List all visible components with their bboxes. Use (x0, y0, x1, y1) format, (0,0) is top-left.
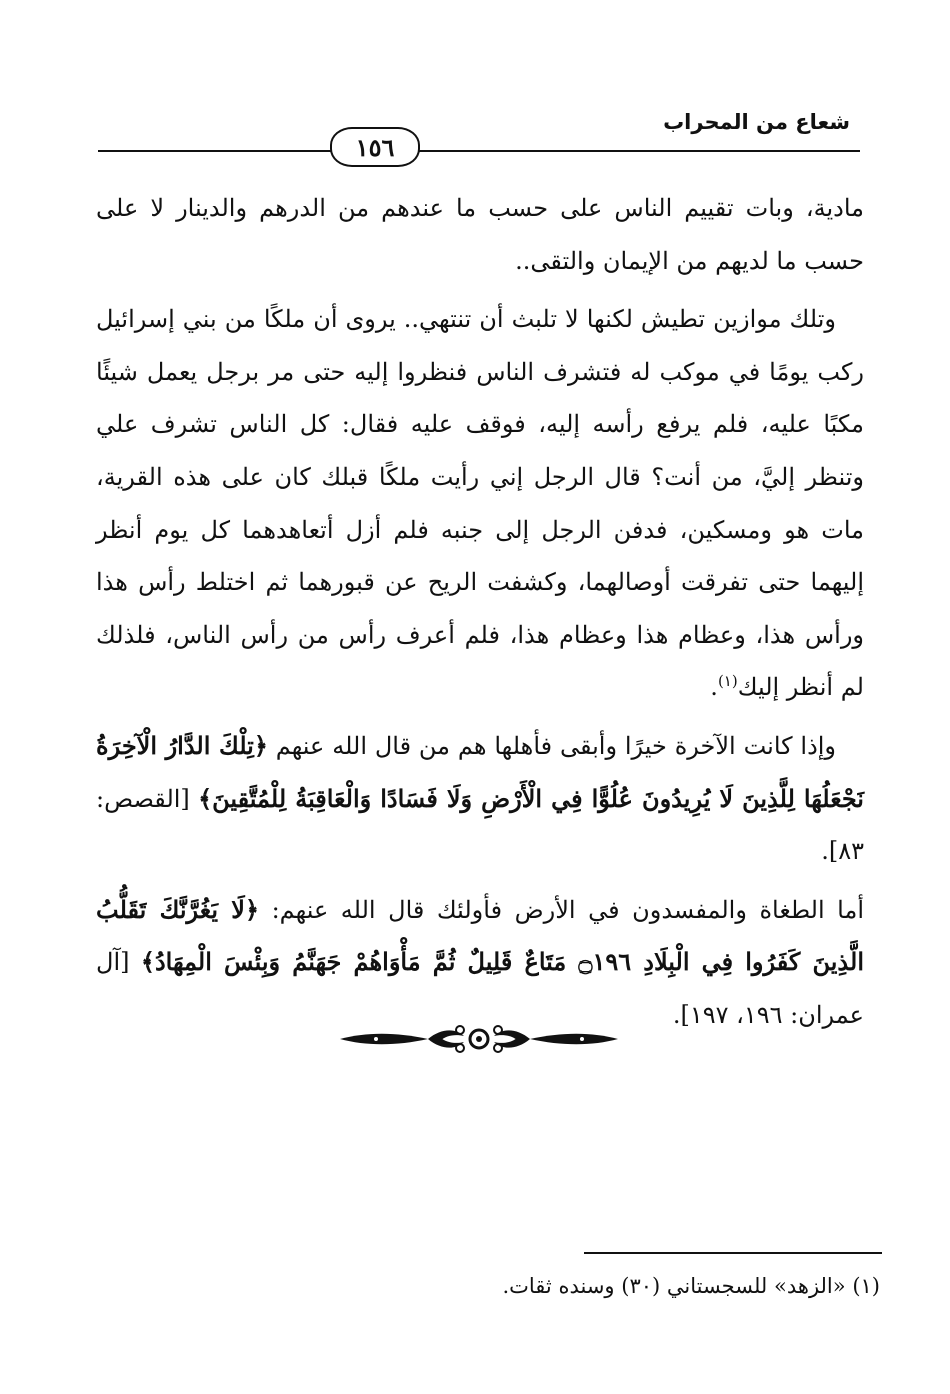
footnote-number: (١) (852, 1274, 880, 1298)
paragraph-3-intro: وإذا كانت الآخرة خيرًا وأبقى فأهلها هم من قال الله عنهم (275, 731, 837, 760)
paragraph-2-end: . (710, 673, 718, 702)
paragraph-4 (96, 884, 864, 1042)
paragraph-3 (96, 720, 864, 878)
quran-verse-1: ﴿تِلْكَ الدَّارُ الْآخِرَةُ نَجْعَلُهَا لِلَّذِينَ لَا يُرِيدُونَ عُلُوًّا فِي الْأَرْضِ وَلَا فَسَادًا وَالْعَاقِبَةُ لِلْمُتَّقِينَ﴾ (96, 730, 864, 813)
paragraph-2-text: وتلك موازين تطيش لكنها لا تلبث أن تنتهي.. يروى أن ملكًا من بني إسرائيل ركب يومًا في موكب له فتشرف الناس فنظروا إليه حتى مر برجل يعمل شيئًا مكبًا عليه، فلم يرفع رأسه إليه، فوقف عليه فقال: كل الناس تشرف علي وتنظر إليَّ، من أنت؟ قال الرجل إني رأيت ملكًا قبلك كان على هذه القرية، مات هو ومسكين، فدفن الرجل إلى جنبه فلم أزل أتعاهدهما كل يوم أنظر إليهما حتى تفرقت أوصالهما، وكشفت الريح عن قبورهما ثم اختلط رأس هذا ورأس هذا، وعظام هذا وعظام هذا، فلم أعرف رأس من رأس الناس، فلذلك لم أنظر إليك (96, 305, 864, 702)
footnote-text: «الزهد» للسجستاني (٣٠) وسنده ثقات. (502, 1274, 846, 1298)
running-header-title: شعاع من المحراب (663, 110, 850, 134)
verse-citation-1: [القصص: ٨٣]. (96, 784, 864, 866)
footnote-rule (584, 1252, 882, 1254)
header-rule (98, 150, 860, 152)
ornament-divider (336, 1022, 622, 1056)
footnote-reference: (١) (717, 672, 738, 691)
quran-verse-2: ﴿لَا يَغُرَّنَّكَ تَقَلُّبُ الَّذِينَ كَفَرُوا فِي الْبِلَادِ ۝١٩٦ مَتَاعٌ قَلِيلٌ ثُمَّ مَأْوَاهُمْ جَهَنَّمُ وَبِئْسَ الْمِهَادُ﴾ (96, 894, 864, 977)
paragraph-2 (96, 293, 864, 714)
verse-citation-2: [آل عمران: ١٩٦، ١٩٧]. (96, 948, 864, 1029)
main-text (96, 182, 864, 1048)
page-number: ١٥٦ (330, 127, 420, 167)
footnote (502, 1274, 880, 1298)
paragraph-1: مادية، وبات تقييم الناس على حسب ما عندهم من الدرهم والدينار لا على حسب ما لديهم من الإيمان والتقى.. (96, 194, 864, 275)
paragraph-4-intro: أما الطغاة والمفسدون في الأرض فأولئك قال الله عنهم: (271, 895, 864, 924)
